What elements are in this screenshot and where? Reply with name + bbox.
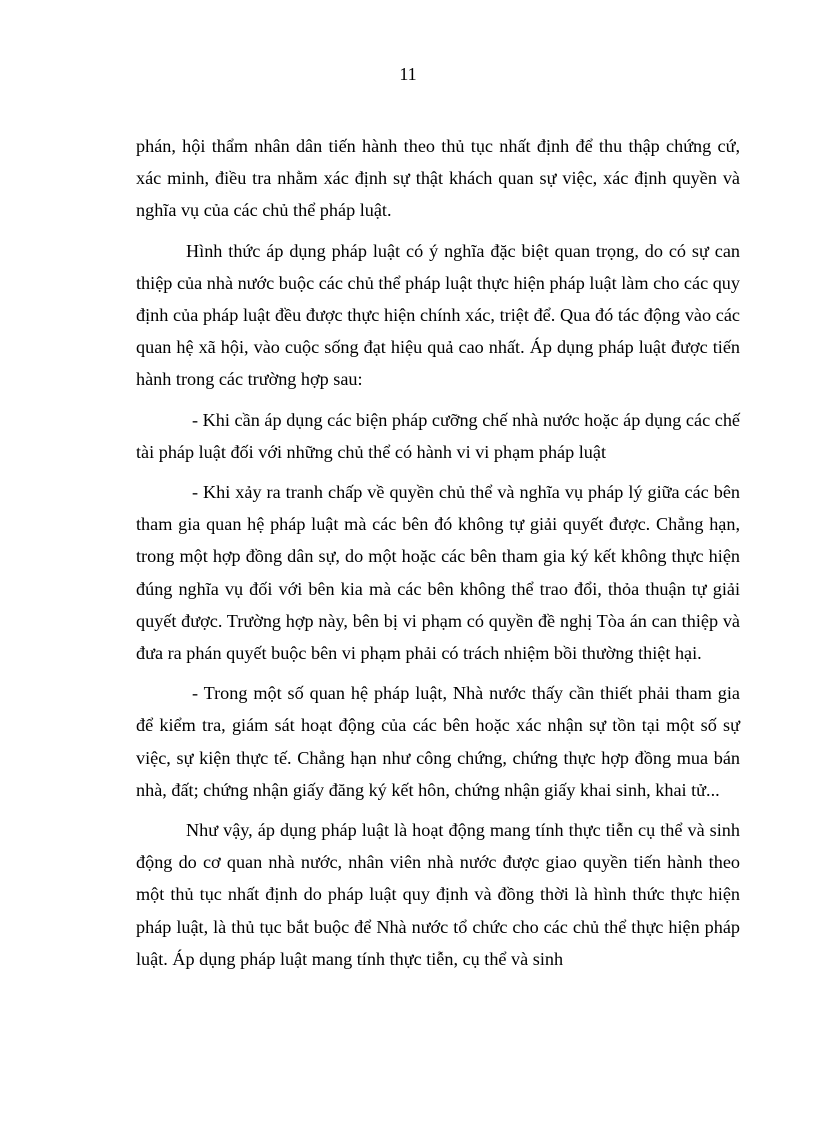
paragraph-conclusion: Như vậy, áp dụng pháp luật là hoạt động mang tính thực tiễn cụ thể và sinh động do cơ quan nhà nước, nhân viên nhà nước được giao quyền tiến hành theo một thủ tục nhất định do pháp luật quy định và đồng thời là hình thức thực hiện pháp luật, là thủ tục bắt buộc để Nhà nước tổ chức cho các chủ thể thực hiện pháp luật. Áp dụng pháp luật mang tính thực tiễn, cụ thể và sinh xyxy=(136,820,740,969)
bullet-state-supervision: - Trong một số quan hệ pháp luật, Nhà nước thấy cần thiết phải tham gia để kiểm tra, giám sát hoạt động của các bên hoặc xác nhận sự tồn tại một số sự việc, sự kiện thực tế. Chẳng hạn như công chứng, chứng thực hợp đồng mua bán nhà, đất; chứng nhận giấy đăng ký kết hôn, chứng nhận giấy khai sinh, khai tử... xyxy=(136,683,740,800)
paragraph-continuation: phán, hội thẩm nhân dân tiến hành theo thủ tục nhất định để thu thập chứng cứ, xác minh, điều tra nhằm xác định sự thật khách quan sự việc, xác định quyền và nghĩa vụ của các chủ thể pháp luật. xyxy=(136,136,740,221)
body-text xyxy=(136,130,740,983)
paragraph-application-forms: Hình thức áp dụng pháp luật có ý nghĩa đặc biệt quan trọng, do có sự can thiệp của nhà nước buộc các chủ thể pháp luật thực hiện pháp luật làm cho các quy định của pháp luật đều được thực hiện chính xác, triệt để. Qua đó tác động vào các quan hệ xã hội, vào cuộc sống đạt hiệu quả cao nhất. Áp dụng pháp luật được tiến hành trong các trường hợp sau: xyxy=(136,240,740,390)
page-number: 11 xyxy=(399,64,417,84)
bullet-dispute-resolution: - Khi xảy ra tranh chấp về quyền chủ thể và nghĩa vụ pháp lý giữa các bên tham gia quan hệ pháp luật mà các bên đó không tự giải quyết được. Chẳng hạn, trong một hợp đồng dân sự, do một hoặc các bên tham gia ký kết không thực hiện đúng nghĩa vụ đối với bên kia mà các bên không thể trao đổi, thỏa thuận tự giải quyết được. Trường hợp này, bên bị vi phạm có quyền đề nghị Tòa án can thiệp và đưa ra phán quyết buộc bên vi phạm phải có trách nhiệm bồi thường thiệt hại. xyxy=(136,482,740,664)
bullet-coercive-measures: - Khi cần áp dụng các biện pháp cưỡng chế nhà nước hoặc áp dụng các chế tài pháp luật đối với những chủ thể có hành vi vi phạm pháp luật xyxy=(136,409,740,462)
